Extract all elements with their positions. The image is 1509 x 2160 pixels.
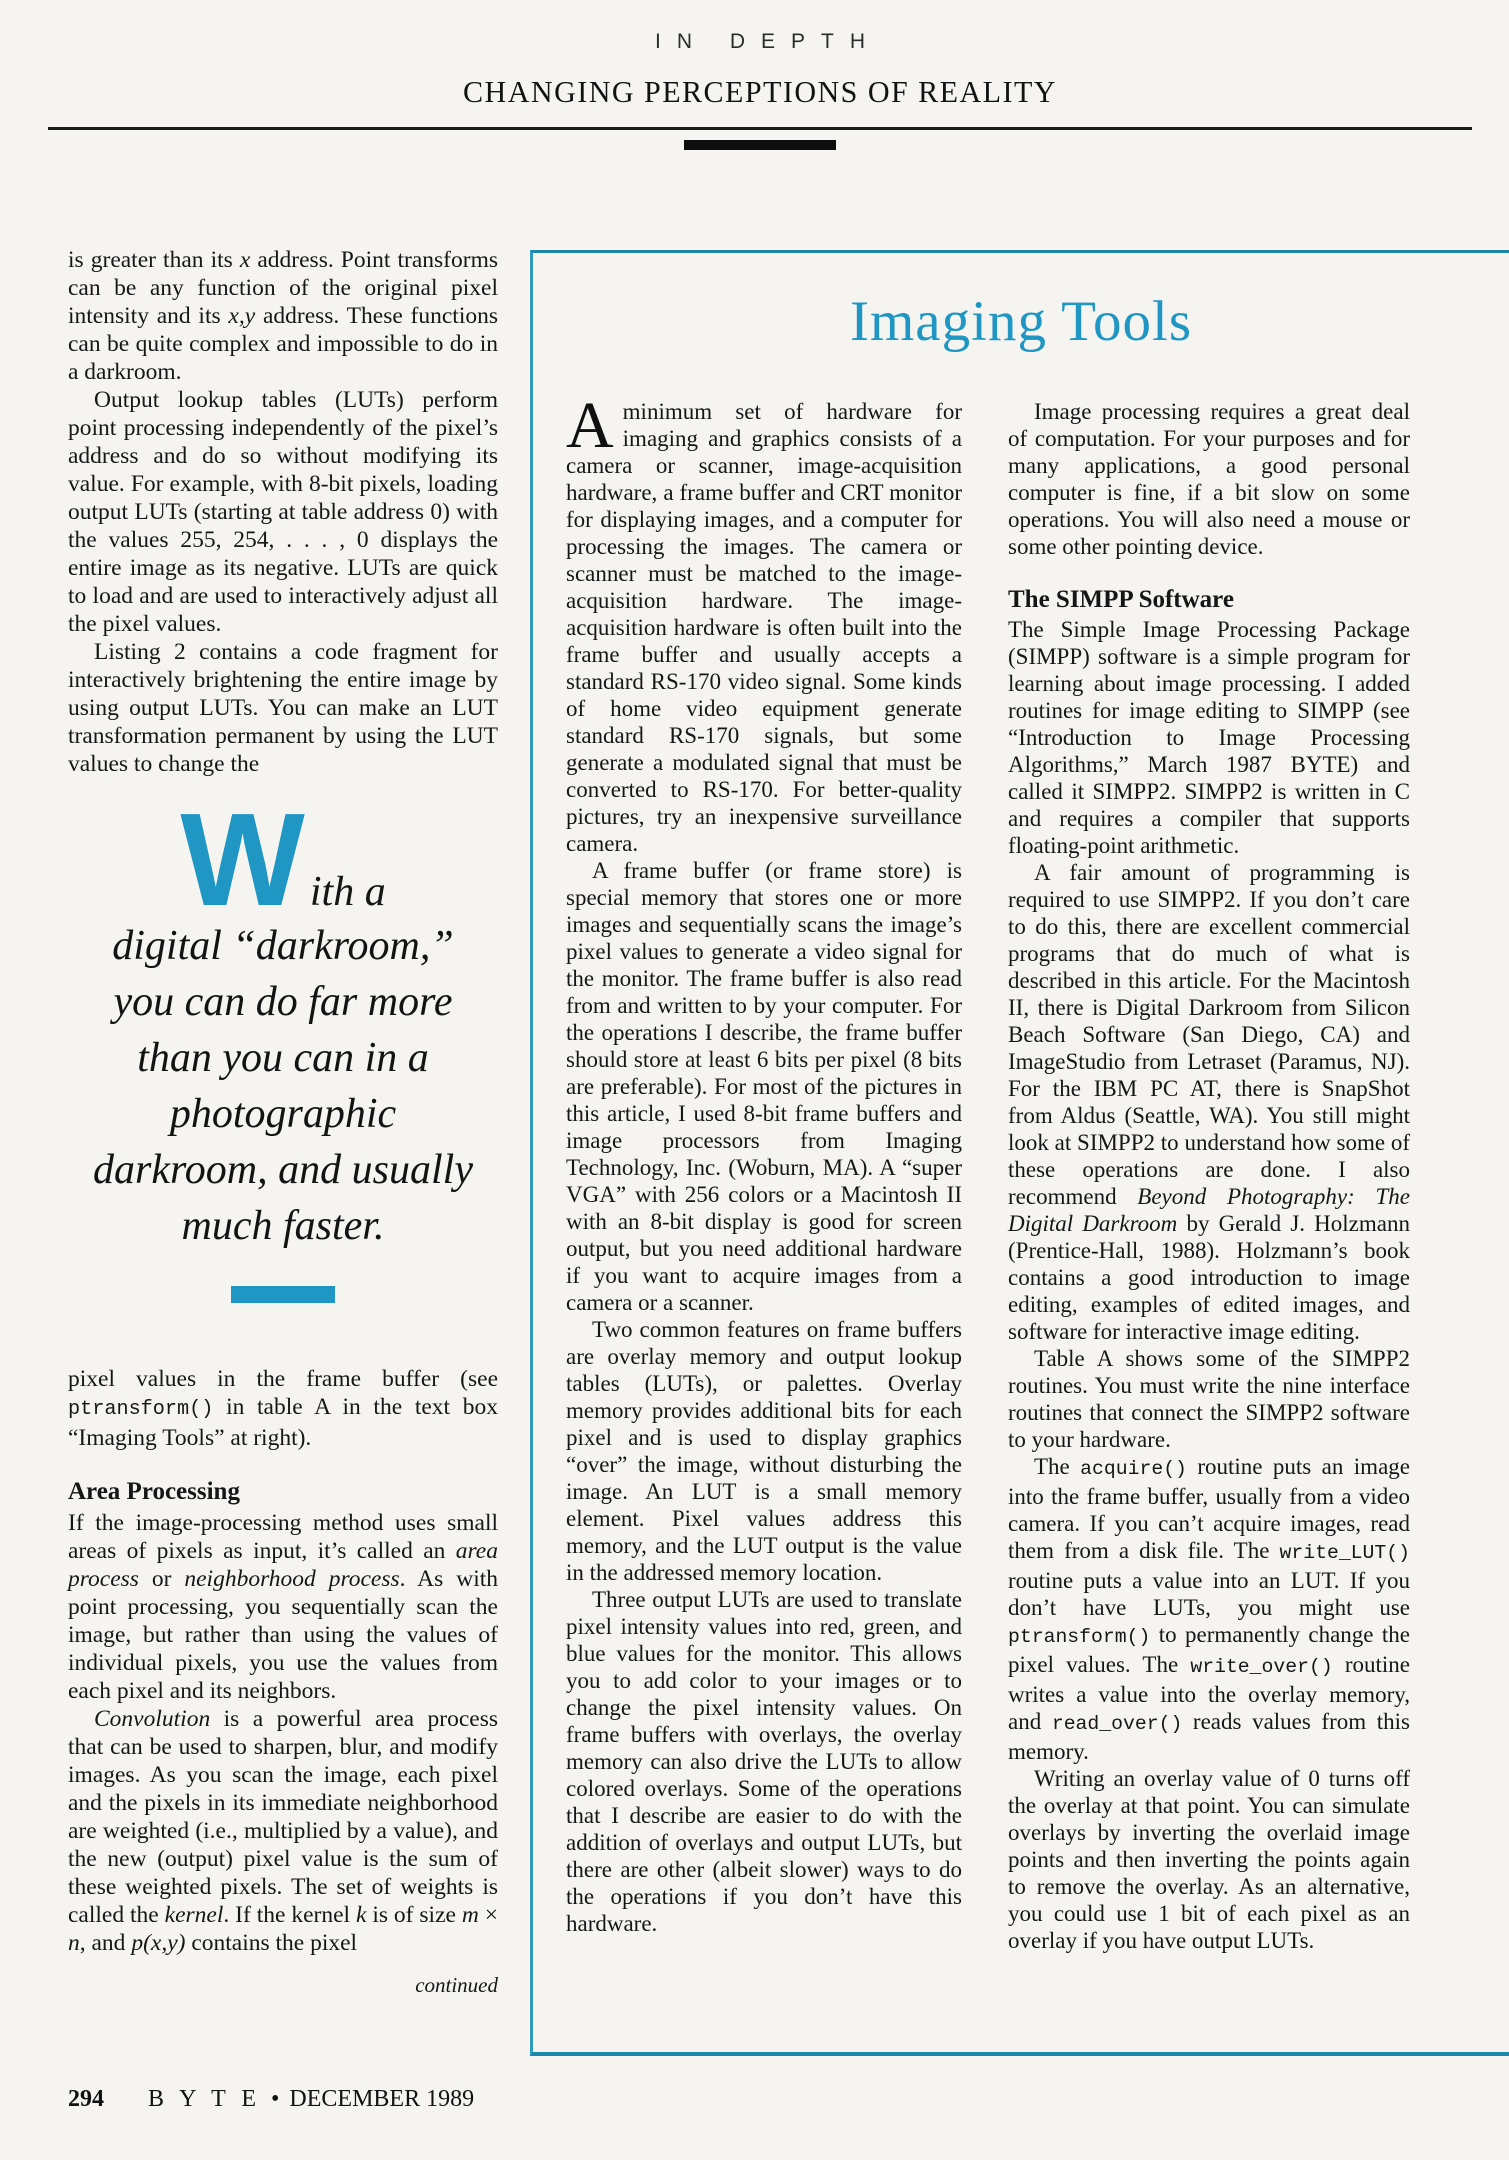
area-paragraph-group: [68, 1509, 498, 1957]
drop-cap: A: [566, 389, 614, 462]
paragraph: Aminimum set of hardware for imaging and graphics consists of a camera or scanner, image-acquisition hardware, a frame buffer and CRT monitor for displaying images, and a computer for processing the images. The camera or scanner must be matched to the image-acquisition hardware. The image-acquisition hardware is often built into the frame buffer and usually accepts a standard RS-170 video signal. Some kinds of home video equipment generate standard RS-170 signals, but some generate a modulated signal that must be converted to RS-170. For better-quality pictures, try an inexpensive surveillance camera.: [566, 389, 962, 856]
paragraph: Three output LUTs are used to translate pixel intensity values into red, green, and blue values for the monitor. This allows you to add color to your images or to change the pixel intensity values. On frame buffers with overlays, the overlay memory can also drive the LUTs to allow colored overlays. Some of the operations that I describe are easier to do with the addition of overlays and output LUTs, but there are other (albeit slower) ways to do the operations if you don’t have this hardware.: [566, 1587, 962, 1936]
paragraph: Writing an overlay value of 0 turns off the overlay at that point. You can simulate overlays by inverting the overlaid image points and then inverting the points again to remove the overlay. As an alternative, you could use 1 bit of each pixel as an overlay if you have output LUTs.: [1008, 1766, 1410, 1953]
paragraph: Output lookup tables (LUTs) perform point processing independently of the pixel’s address and do so without modifying its value. For example, with 8-bit pixels, loading output LUTs (starting at table address 0) with the values 255, 254, . . . , 0 displays the entire image as its negative. LUTs are quick to load and are used to interactively adjust all the pixel values.: [68, 387, 498, 637]
pull-quote-initial: W: [180, 786, 302, 933]
paragraph: A frame buffer (or frame store) is special memory that stores one or more images and sequentially scans the image’s pixel values to generate a video signal for the monitor. The frame buffer is also read from and written to by your computer. For the operations I describe, the frame buffer should store at least 6 bits per pixel (8 bits are preferable). For most of the pictures in this article, I used 8-bit frame buffers and image processors from Imaging Technology, Inc. (Woburn, MA). A “super VGA” with 256 colors or a Macintosh II with an 8-bit display is good for screen output, but you need additional hardware if you want to acquire images from a camera or a scanner.: [566, 858, 962, 1315]
box-columns: [533, 354, 1509, 1954]
continued-label: continued: [415, 1973, 498, 1997]
pull-quote-first-line: [68, 786, 498, 933]
imaging-tools-text-box: [530, 250, 1509, 2056]
left-column: [68, 246, 498, 1999]
magazine-name: B Y T E: [148, 2086, 262, 2112]
section-heading-area-processing: Area Processing: [68, 1478, 240, 1505]
paragraph: pixel values in the frame buffer (see ptransform() in table A in the text box “Imaging Tools” at right).: [68, 1366, 498, 1451]
box-column-right: [1008, 398, 1410, 1954]
paragraph: Image processing requires a great deal of computation. For your purposes and for many applications, a good personal computer is fine, if a bit slow on some operations. You will also need a mouse or some other pointing device.: [1008, 399, 1410, 559]
pull-quote-first-line-rest: ith a: [309, 869, 386, 915]
footer-bullet: •: [271, 2086, 280, 2112]
paragraph: is greater than its x address. Point transforms can be any function of the original pixel intensity and its x,y address. These functions can be quite complex and impossible to do in a darkroom.: [68, 247, 499, 385]
paragraph: Two common features on frame buffers are overlay memory and output lookup tables (LUTs), or palettes. Overlay memory provides additional bits for each pixel and is used to display graphics “over” the image, without disturbing the image. An LUT is a small memory element. Pixel values address this memory, and the LUT output is the value in the addressed memory location.: [566, 1317, 962, 1585]
box-title: Imaging Tools: [849, 290, 1193, 353]
pull-quote-line: darkroom, and usually: [93, 1147, 473, 1193]
pull-quote-line: you can do far more: [113, 979, 453, 1025]
paragraph: If the image-processing method uses small areas of pixels as input, it’s called an area process or neighborhood process. As with point processing, you sequentially scan the image, but rather than using the values of individual pixels, you use the values from each pixel and its neighbors.: [68, 1510, 499, 1704]
header-block-bar: [684, 140, 836, 150]
pull-quote-line: than you can in a: [137, 1035, 429, 1081]
pull-quote-line: photographic: [169, 1091, 397, 1137]
pull-quote-line: digital “darkroom,”: [112, 923, 454, 969]
paragraph: Table A shows some of the SIMPP2 routines. You must write the nine interface routines that connect the SIMPP2 software to your hardware.: [1008, 1346, 1410, 1452]
pull-quote-accent-bar: [231, 1286, 335, 1303]
pull-quote-line: much faster.: [181, 1203, 385, 1249]
section-kicker: IN DEPTH: [654, 30, 881, 53]
pull-quote: [68, 786, 498, 1303]
pull-quote-lines: [68, 918, 498, 1254]
box-left-paragraph-group: [566, 389, 962, 1937]
paragraph: Listing 2 contains a code fragment for interactively brightening the entire image by using output LUTs. You can make an LUT transformation permanent by using the LUT values to change the: [68, 639, 498, 777]
paragraph: The acquire() routine puts an image into the frame buffer, usually from a video camera. If you can’t acquire images, read them from a disk file. The write_LUT() routine puts a value into an LUT. If you don’t have LUTs, you might use ptransform() to permanently change the pixel values. The write_over() routine writes a value into the overlay memory, and read_over() reads values from this memory.: [1008, 1454, 1410, 1764]
page-footer: [68, 2086, 474, 2113]
page-number: 294: [68, 2086, 104, 2112]
box-right-intro-group: [1008, 398, 1410, 560]
paragraph: Convolution is a powerful area process that can be used to sharpen, blur, and modify images. As you scan the image, each pixel and the pixels in its immediate neighborhood are weighted (i.e., multiplied by a value), and the new (output) pixel value is the sum of these weighted pixels. The set of weights is called the kernel. If the kernel k is of size m × n, and p(x,y) contains the pixel: [68, 1706, 498, 1956]
paragraph: A fair amount of programming is required to use SIMPP2. If you don’t care to do this, there are excellent commercial programs that do much of what is described in this article. For the Macintosh II, there is Digital Darkroom from Silicon Beach Software (San Diego, CA) and ImageStudio from Letraset (Paramus, NJ). For the IBM PC AT, there is SnapShot from Aldus (Seattle, WA). You still might look at SIMPP2 to understand how some of these operations are done. I also recommend Beyond Photography: The Digital Darkroom by Gerald J. Holzmann (Prentice-Hall, 1988). Holzmann’s book contains a good introduction to image editing, examples of edited images, and software for interactive image editing.: [1008, 860, 1410, 1344]
issue-date: DECEMBER 1989: [289, 2086, 475, 2112]
page-header: [48, 30, 1472, 150]
after-quote-paragraph-group: [68, 1365, 498, 1452]
article-title: CHANGING PERCEPTIONS OF REALITY: [463, 74, 1057, 109]
box-right-paragraph-group: [1008, 616, 1410, 1954]
paragraph: The Simple Image Processing Package (SIMPP) software is a simple program for learning about image processing. I added routines for image editing to SIMPP (see “Introduction to Image Processing Algorithms,” March 1987 BYTE) and called it SIMPP2. SIMPP2 is written in C and requires a compiler that supports floating-point arithmetic.: [1008, 617, 1410, 858]
box-section-heading-simpp: The SIMPP Software: [1008, 586, 1234, 613]
intro-paragraph-group: [68, 246, 498, 778]
box-column-left: [566, 389, 962, 1954]
header-rule: [48, 127, 1472, 130]
